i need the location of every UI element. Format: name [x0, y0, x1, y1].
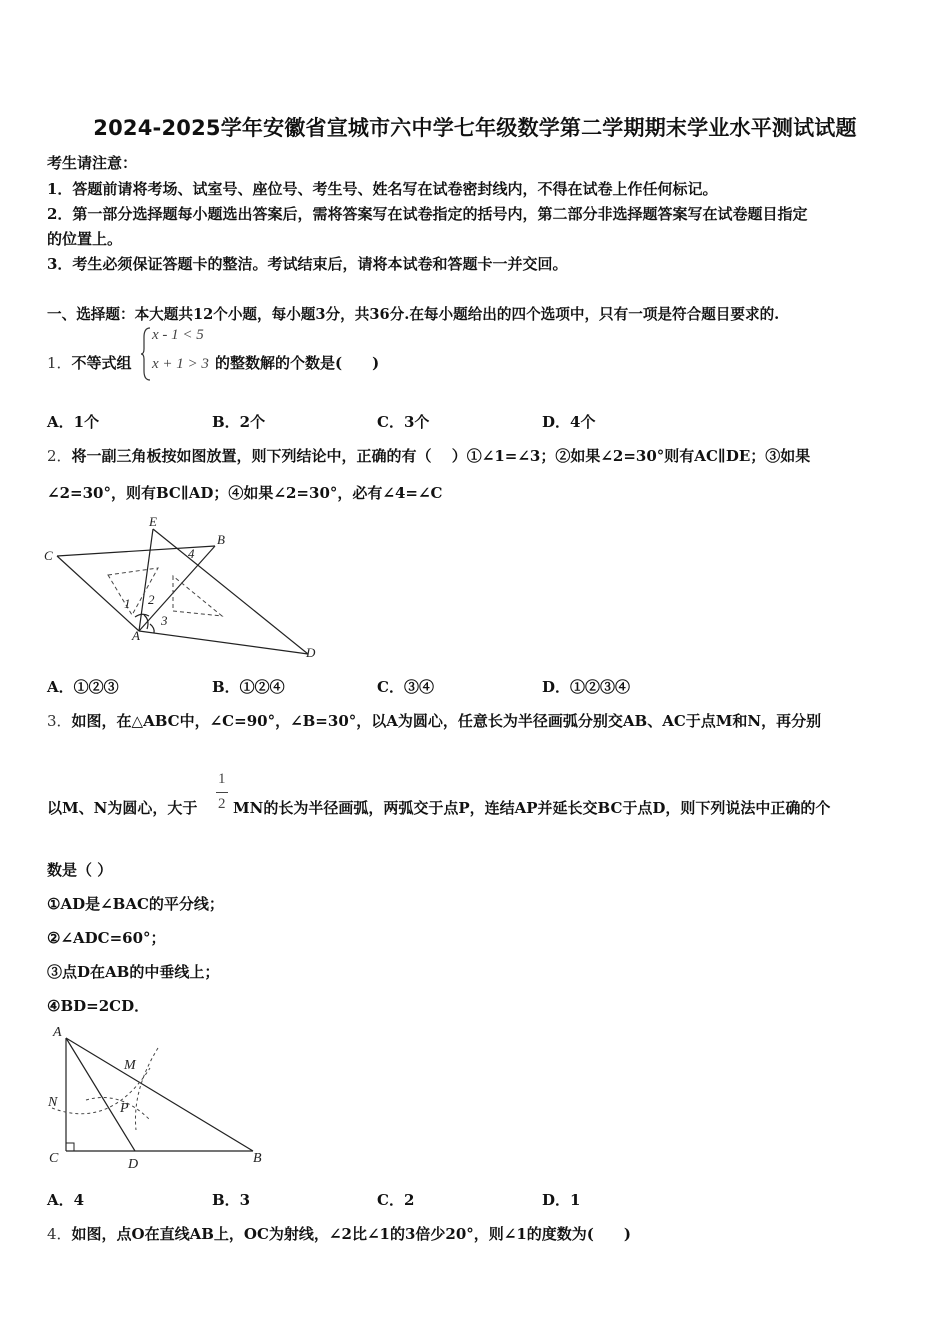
statement-3: ③点D在AB的中垂线上； [47, 963, 220, 981]
point-label-b: B [217, 532, 225, 547]
statement-4: ④BD=2CD． [47, 997, 150, 1015]
point-label-m: M [124, 1058, 136, 1073]
fraction-numerator: 1 [218, 771, 226, 787]
dashed-triangle-right [173, 576, 222, 616]
q1-option-a[interactable]: A．1个 [47, 413, 100, 431]
q2-option-c[interactable]: C．③④ [377, 678, 434, 696]
angle-arc-1 [135, 614, 149, 617]
fraction-bar [216, 792, 228, 793]
question-number: 2． [47, 447, 72, 465]
question-3-line-2-pre: 以M、N为圆心，大于 [47, 799, 198, 817]
point-label-n: N [48, 1095, 58, 1110]
notice-item-1: 1．答题前请将考场、试室号、座位号、考生号、姓名写在试卷密封线内，不得在试卷上作任何标记。 [47, 180, 718, 198]
segment-ca [57, 556, 139, 631]
fraction-denominator: 2 [218, 796, 226, 812]
question-number: 1． [47, 354, 72, 372]
statement-2: ②∠ADC=60°； [47, 929, 166, 947]
point-label-d: D [128, 1157, 139, 1172]
segment-ab [66, 1038, 253, 1151]
q2-option-a[interactable]: A．①②③ [47, 678, 119, 696]
question-1-prefix: 不等式组 [71, 354, 132, 372]
question-4 [47, 1223, 631, 1244]
section-heading: 一、选择题：本大题共12个小题，每小题3分，共36分.在每小题给出的四个选项中，只有一项是符合题目要求的. [47, 306, 780, 323]
angle-label-3: 3 [161, 613, 168, 628]
q1-option-c[interactable]: C．3个 [377, 413, 430, 431]
notice-heading: 考生请注意： [47, 154, 138, 172]
question-2 [47, 445, 810, 466]
q1-option-d[interactable]: D．4个 [542, 413, 596, 431]
question-1 [47, 352, 132, 373]
q3-option-c[interactable]: C．2 [377, 1191, 415, 1209]
q3-figure [40, 1020, 275, 1175]
question-3-line-2-post: MN的长为半径画弧，两弧交于点P，连结AP并延长交BC于点D，则下列说法中正确的个 [233, 799, 831, 817]
segment-ed [153, 529, 308, 654]
q1-option-b[interactable]: B．2个 [212, 413, 266, 431]
question-1-suffix: 的整数解的个数是( ) [215, 354, 380, 372]
inequality-1: x - 1 < 5 [152, 327, 204, 343]
segment-ad [66, 1038, 135, 1151]
angle-label-4: 4 [188, 546, 195, 561]
question-2-line-1: 将一副三角板按如图放置，则下列结论中，正确的有（ ）①∠1=∠3；②如果∠2=30°则有AC∥DE；③如果 [71, 447, 811, 465]
notice-item-2: 2．第一部分选择题每小题选出答案后，需将答案写在试卷指定的括号内，第二部分非选择题答案写在试卷题目指定 [47, 205, 808, 223]
point-label-a: A [53, 1025, 62, 1040]
point-label-e: E [149, 514, 157, 529]
notice-item-2-cont: 的位置上。 [47, 230, 123, 248]
question-number: 3． [47, 712, 72, 730]
brace-icon [141, 328, 150, 380]
q3-option-d[interactable]: D．1 [542, 1191, 581, 1209]
question-4-text: 如图，点O在直线AB上，OC为射线，∠2比∠1的3倍少20°，则∠1的度数为( ) [71, 1225, 631, 1243]
angle-arc-3 [150, 624, 154, 633]
angle-label-2: 2 [148, 592, 155, 607]
question-number: 4． [47, 1225, 72, 1243]
arc-from-a [52, 1068, 150, 1114]
statement-1: ①AD是∠BAC的平分线； [47, 895, 224, 913]
point-label-b: B [253, 1151, 262, 1166]
right-angle-mark [66, 1143, 74, 1151]
notice-item-3: 3．考生必须保证答题卡的整洁。考试结束后，请将本试卷和答题卡一并交回。 [47, 255, 568, 273]
segment-ad [139, 631, 308, 654]
question-3-line-3: 数是（ ） [47, 861, 113, 879]
inequality-2: x + 1 > 3 [152, 356, 209, 372]
question-3-line-1: 如图，在△ABC中，∠C=90°，∠B=30°，以A为圆心，任意长为半径画弧分别交AB、AC于点M和N，再分别 [71, 712, 822, 730]
q2-option-d[interactable]: D．①②③④ [542, 678, 631, 696]
angle-arc-2 [144, 615, 148, 629]
arc-from-n [86, 1098, 150, 1121]
arc-from-m [135, 1048, 158, 1130]
q3-option-a[interactable]: A．4 [47, 1191, 85, 1209]
point-label-c: C [44, 548, 53, 563]
q3-option-b[interactable]: B．3 [212, 1191, 251, 1209]
point-label-p: P [120, 1101, 129, 1116]
point-label-d: D [306, 645, 316, 660]
question-2-line-2: ∠2=30°，则有BC∥AD；④如果∠2=30°，必有∠4=∠C [47, 484, 443, 502]
point-label-c: C [49, 1151, 59, 1166]
question-3 [47, 710, 821, 731]
segment-ba [139, 546, 215, 631]
page-title: 2024-2025学年安徽省宣城市六中学七年级数学第二学期期末学业水平测试试题 [93, 116, 857, 140]
point-label-a: A [132, 628, 140, 643]
q2-figure [40, 512, 330, 662]
q2-option-b[interactable]: B．①②④ [212, 678, 285, 696]
angle-label-1: 1 [124, 596, 131, 611]
